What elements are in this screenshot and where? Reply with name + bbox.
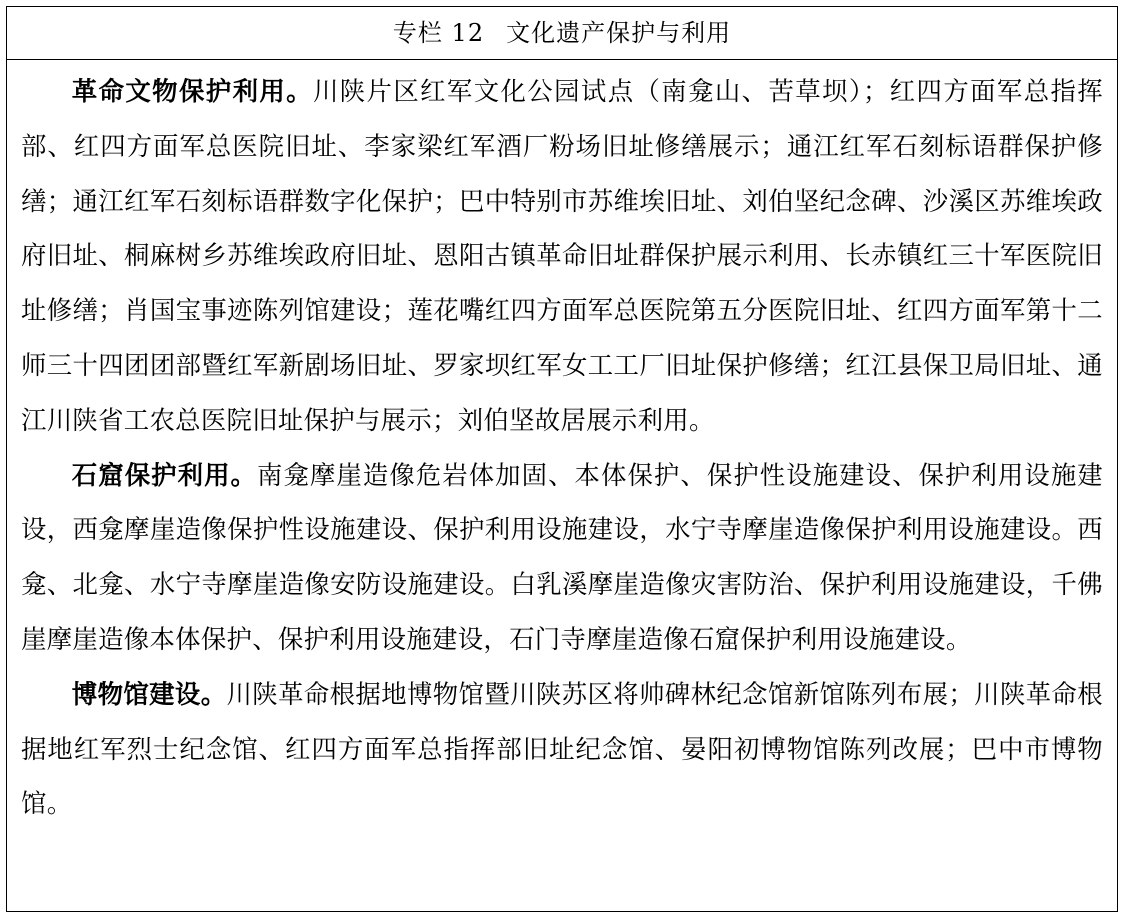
column-content	[7, 60, 1117, 831]
section-heading: 博物馆建设。	[71, 678, 227, 709]
column-box	[6, 6, 1118, 912]
section-body: 南龛摩崖造像危岩体加固、本体保护、保护性设施建设、保护利用设施建设，西龛摩崖造像保护性设施建设、保护利用设施建设，水宁寺摩崖造像保护利用设施建设。西龛、北龛、水宁寺摩崖造像安防设施建设。白乳溪摩崖造像灾害防治、保护利用设施建设，千佛崖摩崖造像本体保护、保护利用设施建设，石门寺摩崖造像石窟保护利用设施建设。	[21, 459, 1103, 654]
column-title: 文化遗产保护与利用	[506, 19, 732, 47]
column-number	[393, 21, 484, 45]
column-title-bar	[7, 7, 1117, 60]
column-number-value: 12	[451, 19, 485, 47]
section-heading: 石窟保护利用。	[71, 459, 258, 490]
section-museums	[21, 667, 1103, 831]
section-grottoes	[21, 448, 1103, 667]
section-body: 川陕革命根据地博物馆暨川陕苏区将帅碑林纪念馆新馆陈列布展；川陕革命根据地红军烈士纪念馆、红四方面军总指挥部旧址纪念馆、晏阳初博物馆陈列改展；巴中市博物馆。	[21, 678, 1103, 819]
column-label: 专栏	[392, 19, 443, 47]
section-revolutionary-relics	[21, 64, 1103, 448]
section-body: 川陕片区红军文化公园试点（南龛山、苦草坝）；红四方面军总指挥部、红四方面军总医院旧址、李家梁红军酒厂粉场旧址修缮展示；通江红军石刻标语群保护修缮；通江红军石刻标语群数字化保护；巴中特别市苏维埃旧址、刘伯坚纪念碑、沙溪区苏维埃政府旧址、桐麻树乡苏维埃政府旧址、恩阳古镇革命旧址群保护展示利用、长赤镇红三十军医院旧址修缮；肖国宝事迹陈列馆建设；莲花嘴红四方面军总医院第五分医院旧址、红四方面军第十二师三十四团团部暨红军新剧场旧址、罗家坝红军女工工厂旧址保护修缮；红江县保卫局旧址、通江川陕省工农总医院旧址保护与展示；刘伯坚故居展示利用。	[21, 76, 1103, 435]
section-heading: 革命文物保护利用。	[71, 76, 313, 106]
